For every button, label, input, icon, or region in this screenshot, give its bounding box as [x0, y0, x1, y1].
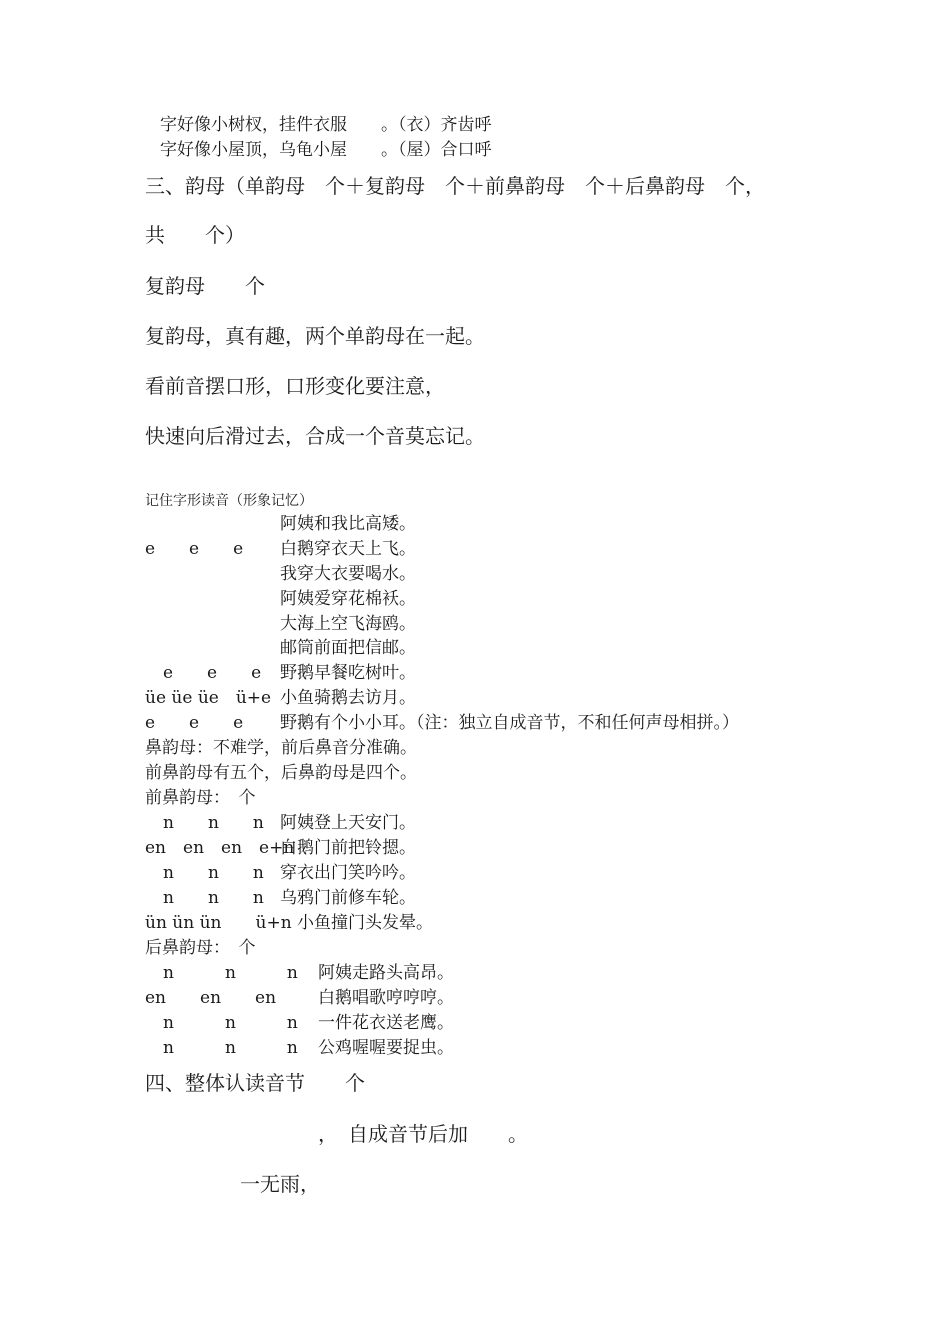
syllable-rule: ， 自成音节后加 。: [318, 1122, 528, 1146]
back-pinyin-4: n n n: [163, 1038, 298, 1058]
mnemonic-4: 阿姨爱穿花棉袄。: [280, 589, 416, 609]
front-mnemonic-3: 穿衣出门笑吟吟。: [280, 863, 416, 883]
back-mnemonic-1: 阿姨走路头高昂。: [318, 963, 454, 983]
line-2: 字好像小屋顶，乌龟小屋 。（屋）合口呼: [160, 140, 492, 160]
line-1: 字好像小树杈，挂件衣服 。（衣）齐齿呼: [160, 115, 492, 135]
mnemonic-2: 白鹅穿衣天上飞。: [280, 539, 416, 559]
rhyme-line-1: 复韵母，真有趣，两个单韵母在一起。: [145, 324, 485, 348]
front-pinyin-3: n n n: [163, 863, 264, 883]
section-four-heading: 四、整体认读音节 个: [145, 1071, 365, 1095]
nasal-intro-1: 鼻韵母：不难学，前后鼻音分准确。: [145, 738, 417, 758]
front-mnemonic-5: 小鱼撞门头发晕。: [297, 913, 433, 933]
front-mnemonic-1: 阿姨登上天安门。: [280, 813, 416, 833]
back-mnemonic-3: 一件花衣送老鹰。: [318, 1013, 454, 1033]
front-pinyin-2: en en en e+n: [145, 838, 295, 858]
back-pinyin-3: n n n: [163, 1013, 298, 1033]
back-mnemonic-4: 公鸡喔喔要捉虫。: [318, 1038, 454, 1058]
pinyin-2: e e e: [163, 663, 262, 683]
syllable-rhyme: 一无雨，: [240, 1172, 320, 1196]
mnemonic-8: 小鱼骑鹅去访月。: [280, 688, 416, 708]
front-mnemonic-4: 乌鸦门前修车轮。: [280, 888, 416, 908]
front-pinyin-1: n n n: [163, 813, 264, 833]
section-three-heading-cont: 共 个）: [145, 223, 245, 247]
back-pinyin-1: n n n: [163, 963, 298, 983]
mnemonic-9: 野鹅有个小小耳。（注：独立自成音节，不和任何声母相拼。）: [280, 713, 739, 733]
mnemonic-5: 大海上空飞海鸥。: [280, 614, 416, 634]
back-nasal-title: 后鼻韵母： 个: [145, 938, 256, 958]
back-mnemonic-2: 白鹅唱歌哼哼哼。: [318, 988, 454, 1008]
section-three-heading: 三、韵母（单韵母 个＋复韵母 个＋前鼻韵母 个＋后鼻韵母 个，: [145, 174, 765, 198]
nasal-intro-2: 前鼻韵母有五个，后鼻韵母是四个。: [145, 763, 417, 783]
compound-finals-title: 复韵母 个: [145, 274, 265, 298]
pinyin-1: e e e: [145, 539, 244, 559]
mnemonic-1: 阿姨和我比高矮。: [280, 514, 416, 534]
front-pinyin-5: ün ün ün ü+n: [145, 913, 292, 933]
pinyin-4: e e e: [145, 713, 244, 733]
front-mnemonic-2: 白鹅门前把铃摁。: [280, 838, 416, 858]
pinyin-3: üe üe üe ü+e: [145, 688, 272, 708]
back-pinyin-2: en en en: [145, 988, 277, 1008]
front-pinyin-4: n n n: [163, 888, 264, 908]
mnemonic-7: 野鹅早餐吃树叶。: [280, 663, 416, 683]
rhyme-line-2: 看前音摆口形，口形变化要注意，: [145, 374, 445, 398]
mnemonic-3: 我穿大衣要喝水。: [280, 564, 416, 584]
rhyme-line-3: 快速向后滑过去，合成一个音莫忘记。: [145, 424, 485, 448]
mnemonic-6: 邮筒前面把信邮。: [280, 638, 416, 658]
memory-subtitle: 记住字形读音（形象记忆）: [145, 493, 313, 509]
front-nasal-title: 前鼻韵母： 个: [145, 788, 256, 808]
